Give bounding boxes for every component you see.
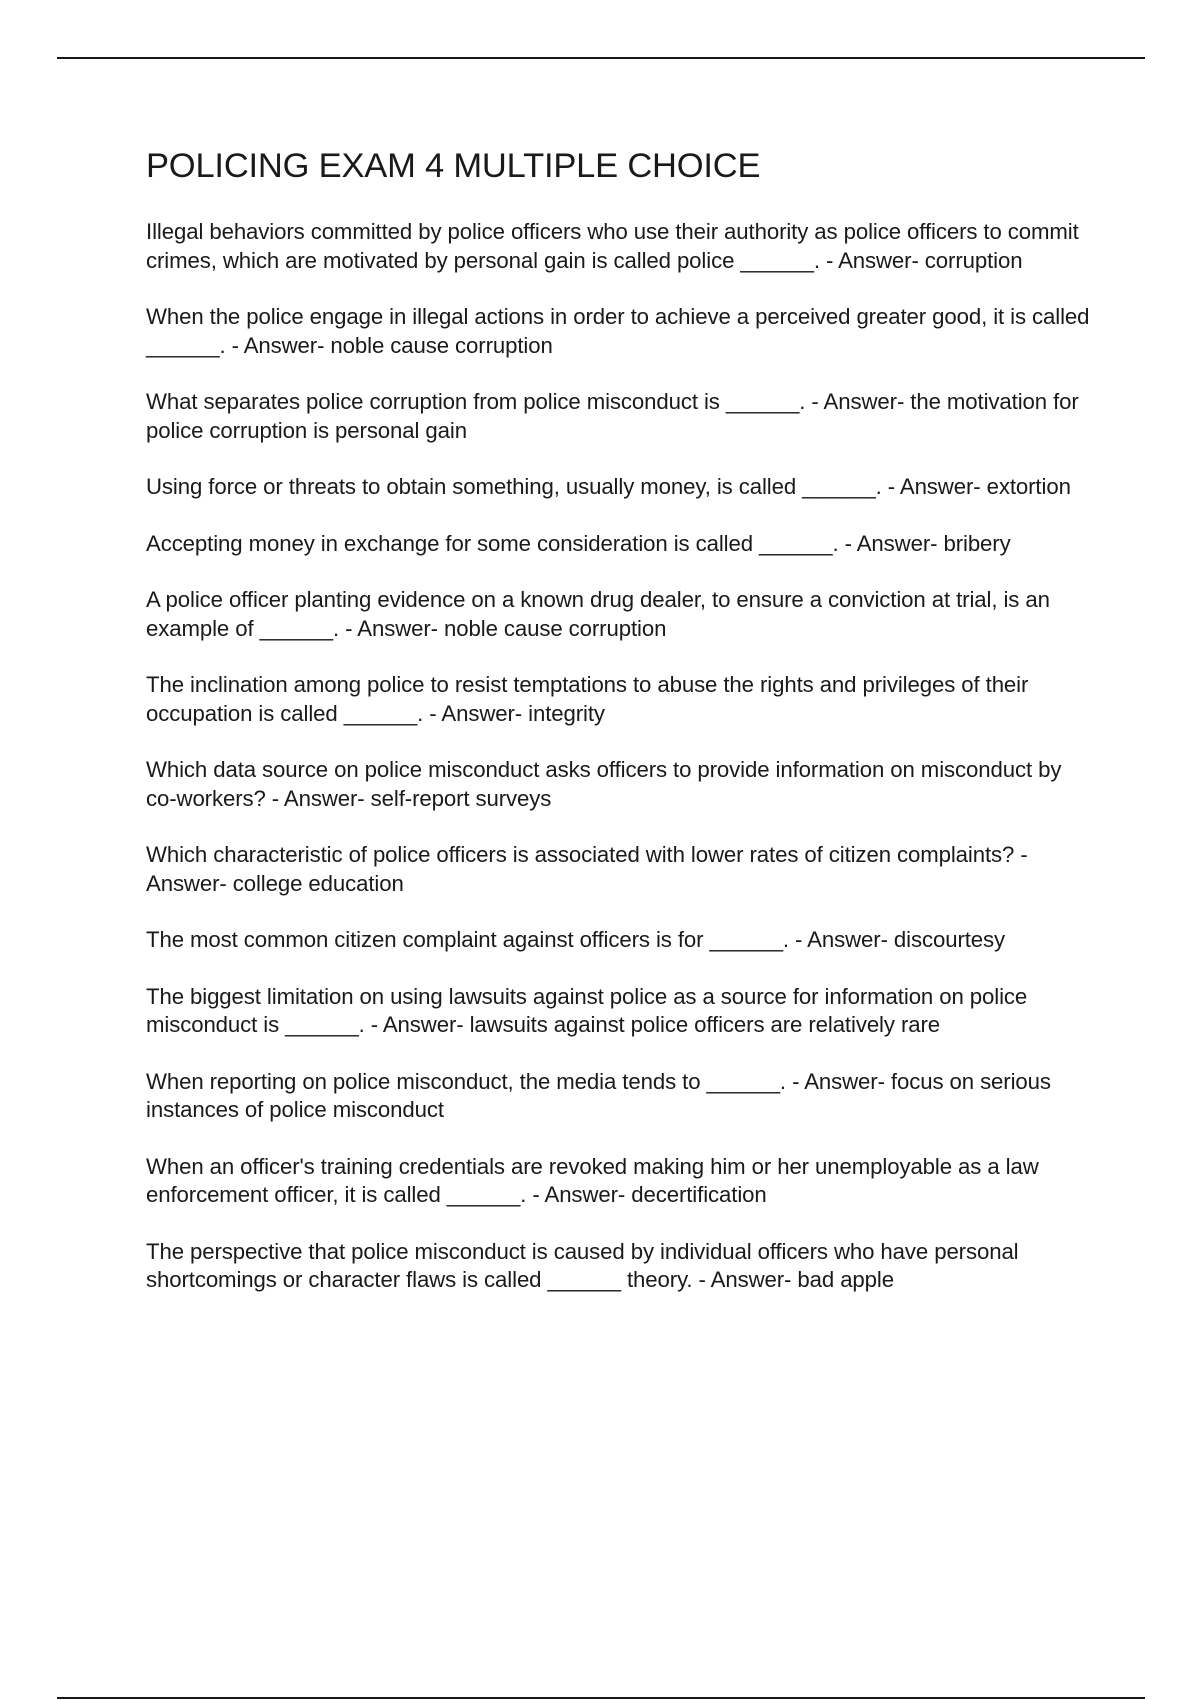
question-item-14: The perspective that police misconduct is caused by individual officers who have personal shortcomings or character flaws is called ______ theory. - Answer- bad apple <box>146 1238 1019 1292</box>
question-item-8: Which data source on police misconduct asks officers to provide information on misconduct by co-workers? - Answer- self-report surveys <box>146 757 1062 811</box>
question-item-6: A police officer planting evidence on a known drug dealer, to ensure a conviction at trial, is an example of ______. - Answer- noble cause corruption <box>146 587 1050 641</box>
document-title: POLICING EXAM 4 MULTIPLE CHOICE <box>146 147 761 185</box>
question-item-11: The biggest limitation on using lawsuits against police as a source for information on police misconduct is ______. - Answer- lawsuits against police officers are relatively rare <box>146 983 1028 1037</box>
top-rule <box>57 57 1145 59</box>
question-item-3: What separates police corruption from police misconduct is ______. - Answer- the motivation for police corruption is personal gain <box>146 389 1079 443</box>
bottom-rule <box>57 1697 1145 1699</box>
question-item-9: Which characteristic of police officers is associated with lower rates of citizen complaints? - Answer- college education <box>146 842 1028 896</box>
question-item-5: Accepting money in exchange for some consideration is called ______. - Answer- bribery <box>146 530 1011 556</box>
question-item-4: Using force or threats to obtain something, usually money, is called ______. - Answer- extortion <box>146 474 1071 499</box>
question-item-13: When an officer's training credentials are revoked making him or her unemployable as a law enforcement officer, it is called ______. - Answer- decertification <box>146 1153 1039 1207</box>
question-item-10: The most common citizen complaint against officers is for ______. - Answer- discourtesy <box>146 927 1006 952</box>
question-item-1: Illegal behaviors committed by police officers who use their authority as police officers to commit crimes, which are motivated by personal gain is called police ______. - Answer- corruption <box>146 219 1079 273</box>
question-item-2: When the police engage in illegal actions in order to achieve a perceived greater good, it is called ______. - Answer- noble cause corruption <box>146 304 1090 358</box>
question-item-12: When reporting on police misconduct, the media tends to ______. - Answer- focus on serious instances of police misconduct <box>146 1068 1051 1122</box>
question-item-7: The inclination among police to resist temptations to abuse the rights and privileges of their occupation is called ______. - Answer- integrity <box>146 672 1029 726</box>
document-body <box>146 142 1096 1323</box>
